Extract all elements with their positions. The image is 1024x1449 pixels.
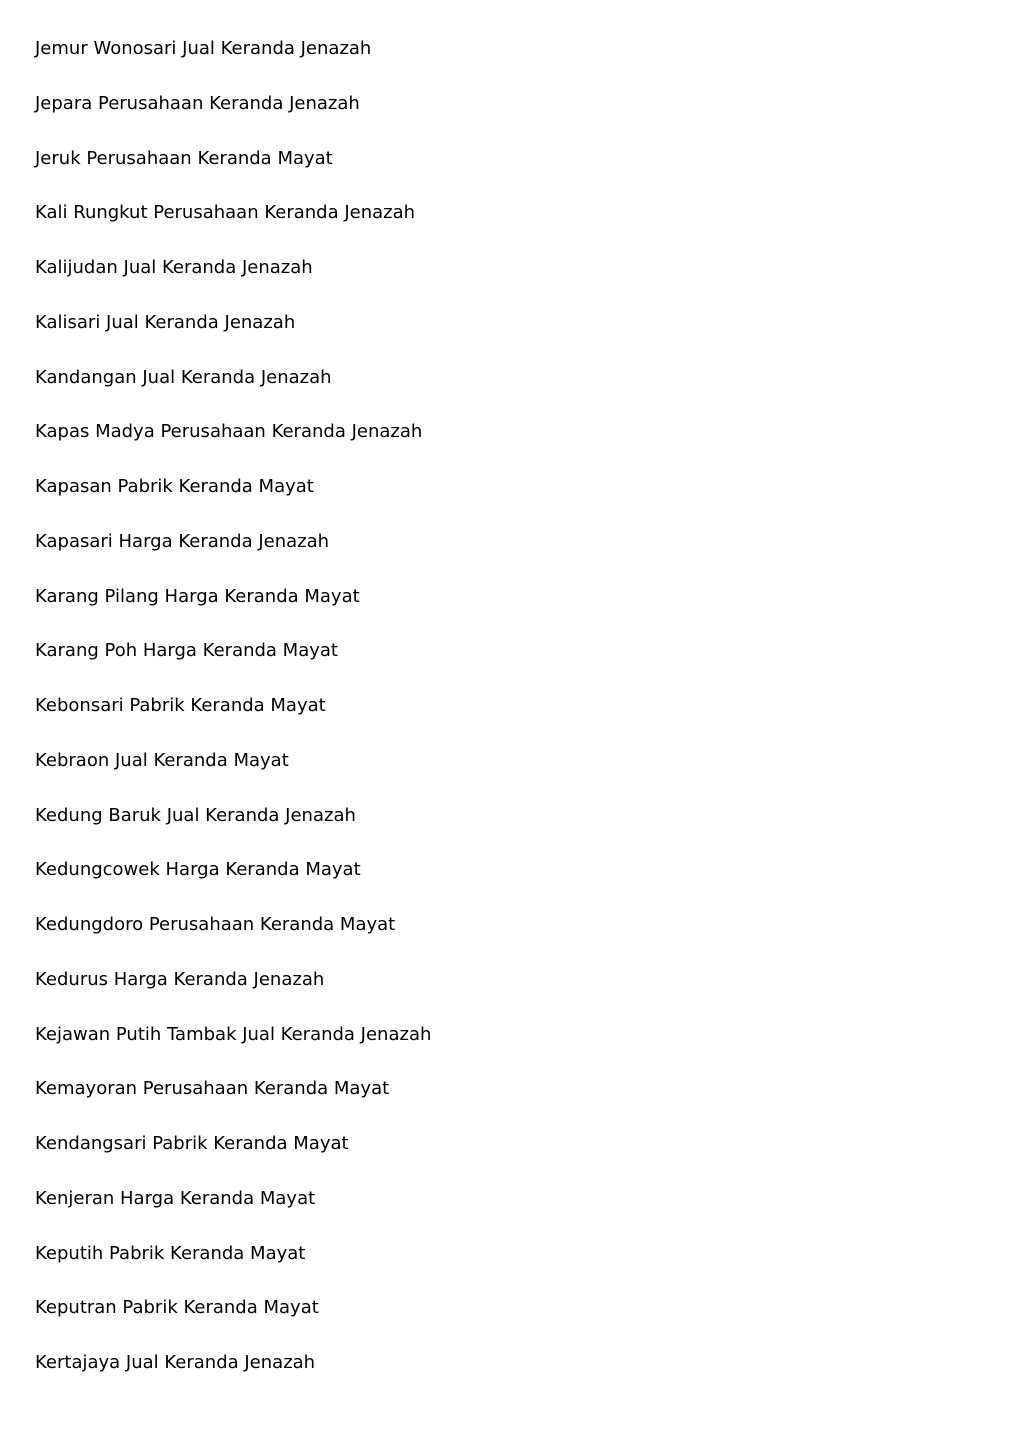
text-line: Kendangsari Pabrik Keranda Mayat xyxy=(35,1133,349,1154)
text-line: Kenjeran Harga Keranda Mayat xyxy=(35,1187,316,1209)
text-line: Kedungcowek Harga Keranda Mayat xyxy=(35,859,361,881)
text-line: Kalijudan Jual Keranda Jenazah xyxy=(35,257,313,278)
text-line: Kali Rungkut Perusahaan Keranda Jenazah xyxy=(35,202,416,224)
text-line: Kertajaya Jual Keranda Jenazah xyxy=(35,1352,316,1373)
text-line: Keputran Pabrik Keranda Mayat xyxy=(35,1297,319,1319)
text-line: Kedungdoro Perusahaan Keranda Mayat xyxy=(35,914,396,935)
text-line: Jemur Wonosari Jual Keranda Jenazah xyxy=(35,38,372,59)
text-line: Karang Poh Harga Keranda Mayat xyxy=(35,640,338,662)
text-line: Kandangan Jual Keranda Jenazah xyxy=(35,366,332,388)
text-line: Kedung Baruk Jual Keranda Jenazah xyxy=(35,804,356,826)
text-line: Kedurus Harga Keranda Jenazah xyxy=(35,968,325,990)
text-line: Kemayoran Perusahaan Keranda Mayat xyxy=(35,1078,390,1100)
text-line: Karang Pilang Harga Keranda Mayat xyxy=(35,585,360,607)
text-line: Kapasan Pabrik Keranda Mayat xyxy=(35,476,314,497)
text-line: Kejawan Putih Tambak Jual Keranda Jenazah xyxy=(35,1023,432,1045)
text-line: Jeruk Perusahaan Keranda Mayat xyxy=(35,147,333,169)
text-line: Kapas Madya Perusahaan Keranda Jenazah xyxy=(35,421,423,443)
text-line-list xyxy=(35,37,431,1406)
text-line: Kebraon Jual Keranda Mayat xyxy=(35,749,289,771)
text-line: Kalisari Jual Keranda Jenazah xyxy=(35,311,296,333)
text-line: Jepara Perusahaan Keranda Jenazah xyxy=(35,92,360,114)
text-line: Kebonsari Pabrik Keranda Mayat xyxy=(35,695,326,716)
text-line: Keputih Pabrik Keranda Mayat xyxy=(35,1242,306,1264)
text-line: Kapasari Harga Keranda Jenazah xyxy=(35,530,330,552)
